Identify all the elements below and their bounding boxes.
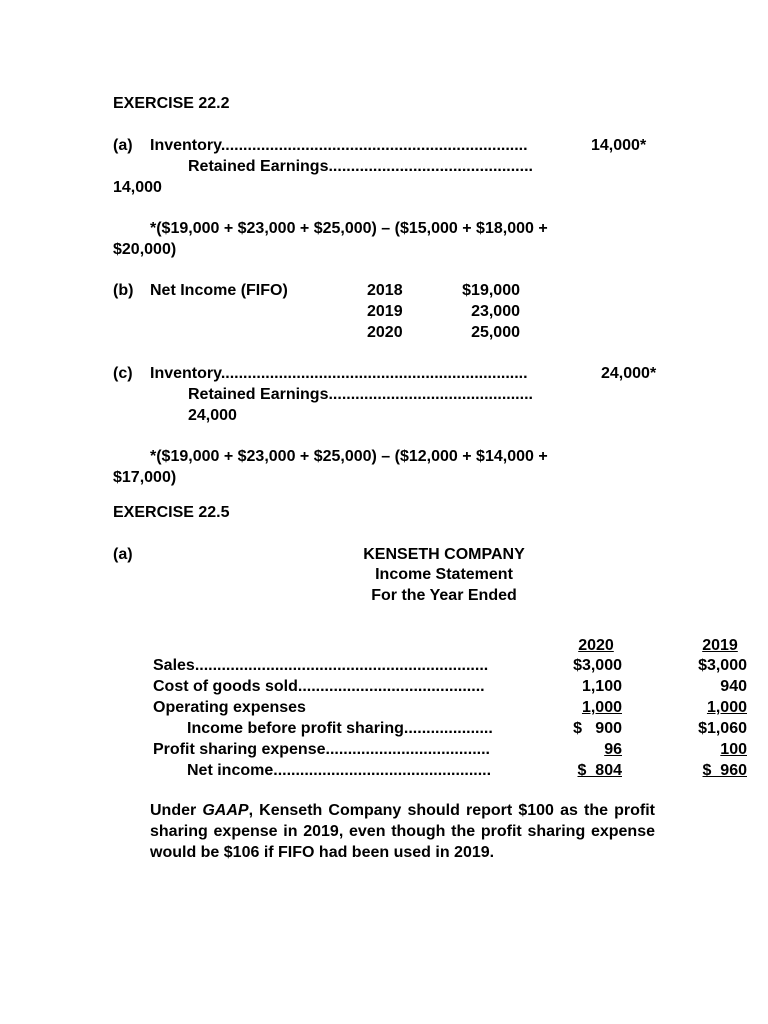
profit-sharing-2020: 96 xyxy=(604,741,622,758)
profit-sharing-2019: 100 xyxy=(720,741,747,758)
sales-2020: $3,000 xyxy=(573,657,622,674)
cogs-2020: 1,100 xyxy=(581,678,622,695)
part-c-inventory-amount: 24,000* xyxy=(601,365,657,382)
row-label-profit-sharing-expense: Profit sharing expense..................................... xyxy=(153,741,490,758)
part-a-inventory-line: Inventory..................................................................... xyxy=(150,137,528,154)
sales-2019: $3,000 xyxy=(698,657,747,674)
cogs-2019: 940 xyxy=(720,678,747,695)
statement-period: For the Year Ended xyxy=(371,587,517,604)
part-a-footnote-line2: $20,000) xyxy=(113,241,177,258)
row-label-sales: Sales.................................................................. xyxy=(153,657,489,674)
part-a-inventory-amount: 14,000* xyxy=(591,137,647,154)
part-c-footnote-line1: *($19,000 + $23,000 + $25,000) – ($12,000 + $14,000 + xyxy=(150,448,548,465)
company-name: KENSETH COMPANY xyxy=(363,546,525,563)
part-b-amount: 23,000 xyxy=(471,303,520,320)
part-c-retained-earnings-line: Retained Earnings.............................................. xyxy=(188,386,533,403)
statement-title: Income Statement xyxy=(375,566,513,583)
opex-2019: 1,000 xyxy=(706,699,747,716)
gaap-term: GAAP xyxy=(202,802,249,819)
part-a-letter: (a) xyxy=(113,137,133,154)
income-before-ps-2019: $1,060 xyxy=(698,720,747,737)
part-b-year: 2018 xyxy=(367,282,403,299)
part-c-retained-earnings-amount: 24,000 xyxy=(188,407,237,424)
column-header-2020: 2020 xyxy=(578,637,614,654)
part-a-retained-earnings-line: Retained Earnings.............................................. xyxy=(188,158,533,175)
row-label-net-income: Net income................................................. xyxy=(187,762,492,779)
part-c-letter: (c) xyxy=(113,365,133,382)
column-header-2019: 2019 xyxy=(702,637,738,654)
row-label-operating-expenses: Operating expenses xyxy=(153,699,306,716)
part-b-letter: (b) xyxy=(113,282,134,299)
explanation-paragraph: Under GAAP, Kenseth Company should report $100 as the profit sharing expense in 2019, even though the profit sharing expense would be $106 if FIFO had been used in 2019. xyxy=(150,802,655,861)
net-income-2020: $ 804 xyxy=(577,762,622,779)
part-b-amount: $19,000 xyxy=(462,282,520,299)
row-label-cost-of-goods-sold: Cost of goods sold.......................................... xyxy=(153,678,485,695)
exercise-22-5-heading: EXERCISE 22.5 xyxy=(113,504,230,521)
net-income-2019: $ 960 xyxy=(702,762,747,779)
part-b-year: 2019 xyxy=(367,303,403,320)
part-a-footnote-line1: *($19,000 + $23,000 + $25,000) – ($15,000 + $18,000 + xyxy=(150,220,548,237)
part-c-inventory-line: Inventory..................................................................... xyxy=(150,365,528,382)
part-b-year: 2020 xyxy=(367,324,403,341)
exercise-22-5-part-a-letter: (a) xyxy=(113,546,133,563)
part-b-amount: 25,000 xyxy=(471,324,520,341)
opex-2020: 1,000 xyxy=(581,699,622,716)
exercise-22-2-heading: EXERCISE 22.2 xyxy=(113,95,230,112)
part-a-retained-earnings-amount: 14,000 xyxy=(113,179,162,196)
row-label-income-before-profit-sharing: Income before profit sharing.................... xyxy=(187,720,493,737)
part-c-footnote-line2: $17,000) xyxy=(113,469,177,486)
income-before-ps-2020: $ 900 xyxy=(573,720,622,737)
part-b-label: Net Income (FIFO) xyxy=(150,282,288,299)
